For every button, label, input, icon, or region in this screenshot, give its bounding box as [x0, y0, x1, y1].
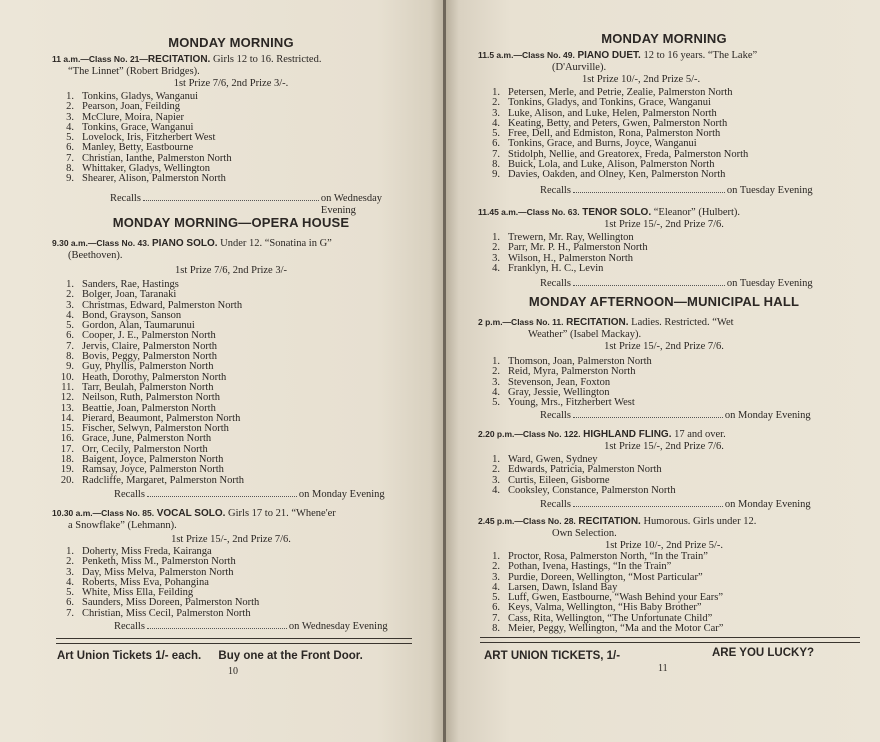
entry-number: 15.	[60, 423, 74, 435]
class-details-cont: (D'Aurville).	[552, 62, 607, 73]
entry-text: Franklyn, H. C., Levin	[508, 262, 604, 274]
recalls-dots	[573, 498, 723, 507]
entry-text: Grace, June, Palmerston North	[82, 433, 212, 445]
class-63-block	[478, 206, 850, 274]
entrant-list	[478, 233, 850, 274]
recalls-dots	[573, 277, 725, 286]
section-heading: MONDAY MORNING	[168, 35, 294, 50]
entry-number: 1.	[492, 87, 500, 98]
recalls-when: on Tuesday Evening	[726, 185, 813, 196]
class-time-number: 9.30 a.m.—Class No. 43.	[52, 238, 150, 248]
entry-text: Pothan, Ivena, Hastings, “In the Train”	[508, 561, 672, 573]
class-header	[52, 237, 410, 262]
recalls-label: Recalls	[110, 193, 141, 204]
entry-number: 1.	[66, 91, 74, 102]
recalls-line	[540, 409, 850, 422]
entry-text: Guy, Phyllis, Palmerston North	[82, 361, 214, 373]
entry-text: Free, Dell, and Edmiston, Rona, Palmerston North	[508, 128, 721, 140]
class-title: PIANO SOLO.	[151, 238, 218, 249]
recalls-when: on Monday Evening	[724, 410, 811, 421]
recalls-dots	[143, 192, 319, 201]
recalls-label: Recalls	[540, 185, 571, 196]
entry-text: Bolger, Joan, Taranaki	[82, 289, 177, 301]
entry-text: Baigent, Joyce, Palmerston North	[82, 454, 224, 466]
footer-right-text-a: ART UNION TICKETS, 1/-	[484, 650, 621, 662]
class-details-cont: Weather” (Isabel Mackay).	[528, 329, 642, 340]
entry-number: 2.	[66, 101, 74, 113]
entry-text: Christian, Miss Cecil, Palmerston North	[82, 607, 251, 619]
recalls-label: Recalls	[540, 410, 571, 421]
entry-number: 2.	[66, 289, 74, 301]
entry-number: 10.	[60, 371, 74, 383]
entry-text: Buick, Lola, and Luke, Alison, Palmerston North	[508, 159, 715, 171]
class-header	[478, 515, 850, 540]
entry-text: Doherty, Miss Freda, Kairanga	[82, 546, 212, 557]
entry-text: Bond, Grayson, Sanson	[82, 309, 182, 321]
entry-number: 1.	[492, 356, 500, 367]
entry-number: 3.	[492, 107, 500, 119]
entrant-list	[52, 547, 410, 619]
recalls-line	[114, 488, 410, 501]
entry-text: White, Miss Ella, Feilding	[82, 587, 194, 599]
class-header	[478, 316, 850, 341]
entry-number: 5.	[66, 320, 74, 332]
entry-number: 3.	[492, 474, 500, 486]
entry-number: 5.	[492, 592, 500, 604]
recalls-label: Recalls	[540, 499, 571, 510]
class-title: RECITATION.	[578, 516, 641, 527]
entrant-list	[52, 280, 410, 486]
entry-number: 4.	[66, 309, 74, 321]
entry-text: Pearson, Joan, Feilding	[82, 101, 180, 113]
entry-number: 2.	[492, 366, 500, 378]
section-heading: MONDAY MORNING	[601, 31, 727, 46]
class-details: 17 and over.	[671, 429, 726, 440]
entry-text: Cooper, J. E., Palmerston North	[82, 330, 216, 342]
entry-text: Pierard, Beaumont, Palmerston North	[82, 412, 241, 424]
entry-number: 5.	[492, 397, 500, 409]
entry-number: 7.	[66, 340, 74, 352]
recalls-when: on Monday Evening	[724, 499, 811, 510]
recalls-label: Recalls	[114, 621, 145, 632]
list-item	[478, 624, 850, 634]
class-details-cont: “The Linnet” (Robert Bridges).	[68, 66, 200, 77]
class-time-number: 2.45 p.m.—Class No. 28.	[478, 516, 576, 526]
entry-number: 11.	[61, 381, 74, 393]
entry-number: 4.	[492, 581, 500, 593]
entry-text: Christian, Ianthe, Palmerston North	[82, 152, 232, 164]
list-item	[52, 609, 410, 619]
entry-number: 2.	[492, 464, 500, 476]
class-time-number: 2 p.m.—Class No. 11.	[478, 317, 564, 327]
class-time-number: 11 a.m.—Class No. 21—	[52, 54, 148, 64]
entry-text: Purdie, Doreen, Wellington, “Most Particular”	[508, 571, 703, 583]
entry-number: 18.	[60, 454, 74, 466]
recalls-line	[540, 498, 850, 511]
recalls-when: on Wednesday Evening	[320, 193, 382, 216]
entry-number: 6.	[66, 597, 74, 609]
recalls-dots	[147, 488, 297, 497]
recalls-dots	[573, 409, 723, 418]
entry-number: 9.	[66, 361, 74, 373]
recalls-line	[114, 620, 410, 633]
class-header	[52, 507, 410, 532]
entry-number: 19.	[60, 464, 74, 476]
entry-text: Luff, Gwen, Eastbourne, “Wash Behind your Ears”	[508, 592, 724, 604]
entry-text: Gray, Jessie, Wellington	[508, 386, 610, 398]
recalls-label: Recalls	[114, 489, 145, 500]
entry-text: Larsen, Dawn, Island Bay	[508, 581, 618, 593]
entry-number: 2.	[492, 97, 500, 109]
entry-text: Fischer, Selwyn, Palmerston North	[82, 423, 229, 435]
recalls-dots	[147, 620, 287, 629]
entry-number: 16.	[60, 433, 74, 445]
recalls-when: on Wednesday Evening	[288, 621, 388, 632]
recalls-line	[540, 277, 850, 290]
entry-text: Meier, Peggy, Wellington, “Ma and the Motor Car”	[508, 623, 724, 635]
entry-text: Neilson, Ruth, Palmerston North	[82, 392, 220, 404]
entry-number: 6.	[492, 138, 500, 150]
entry-number: 4.	[492, 262, 500, 274]
entry-text: Tarr, Beulah, Palmerston North	[82, 381, 214, 393]
footer-left-text	[57, 650, 363, 662]
entry-text: Davies, Oakden, and Olney, Ken, Palmerston North	[508, 169, 726, 181]
entry-number: 7.	[66, 152, 74, 164]
list-item	[52, 174, 410, 184]
entry-text: Cass, Rita, Wellington, “The Unfortunate Child”	[508, 612, 713, 624]
entry-number: 13.	[60, 402, 74, 414]
class-header	[478, 49, 850, 74]
prize-line: 1st Prize 10/-, 2nd Prize 5/-.	[604, 540, 724, 551]
class-details: Girls 17 to 21. “Whene'er	[225, 508, 336, 519]
entry-text: Wilson, H., Palmerston North	[508, 252, 633, 264]
recalls-dots	[573, 184, 725, 193]
entry-text: Luke, Alison, and Luke, Helen, Palmerston North	[508, 107, 717, 119]
entrant-list	[478, 357, 850, 408]
entry-number: 8.	[66, 351, 74, 363]
entry-number: 12.	[60, 392, 74, 404]
class-time-number: 2.20 p.m.—Class No. 122.	[478, 429, 581, 439]
entry-text: Penketh, Miss M., Palmerston North	[82, 556, 236, 568]
entry-text: Keating, Betty, and Peters, Gwen, Palmerston North	[508, 117, 728, 129]
recalls-when: on Monday Evening	[298, 489, 385, 500]
class-time-number: 11.5 a.m.—Class No. 49.	[478, 50, 575, 60]
class-details-cont: (Beethoven).	[68, 250, 123, 261]
entry-number: 1.	[492, 551, 500, 562]
entry-text: Keys, Valma, Wellington, “His Baby Brother”	[508, 602, 702, 614]
page-number: 10	[228, 666, 238, 677]
entry-text: Saunders, Miss Doreen, Palmerston North	[82, 597, 260, 609]
entry-text: Thomson, Joan, Palmerston North	[508, 356, 652, 367]
entry-number: 7.	[66, 607, 74, 619]
class-11-block	[478, 316, 850, 408]
footer-right-text-b: ARE YOU LUCKY?	[712, 647, 815, 659]
entry-text: McClure, Moira, Napier	[82, 111, 185, 123]
entry-text: Roberts, Miss Eva, Pohangina	[82, 576, 209, 588]
class-28-block	[478, 515, 850, 634]
entry-text: Ramsay, Joyce, Palmerston North	[82, 464, 224, 476]
entry-number: 4.	[66, 121, 74, 133]
class-title: VOCAL SOLO.	[156, 508, 226, 519]
entrant-list	[52, 92, 410, 185]
entry-number: 2.	[492, 561, 500, 573]
prize-line: 1st Prize 7/6, 2nd Prize 3/-	[175, 265, 287, 276]
right-page	[446, 0, 880, 742]
list-item	[478, 398, 850, 408]
entry-text: Stidolph, Nellie, and Greatorex, Freda, Palmerston North	[508, 148, 749, 160]
entry-number: 3.	[492, 376, 500, 388]
entry-number: 20.	[60, 474, 74, 486]
entrant-list	[478, 552, 850, 634]
entry-text: Sanders, Rae, Hastings	[82, 279, 179, 290]
entry-number: 1.	[66, 279, 74, 290]
entry-number: 2.	[66, 556, 74, 568]
entry-number: 14.	[60, 412, 74, 424]
entry-text: Edwards, Patricia, Palmerston North	[508, 464, 662, 476]
entry-number: 4.	[492, 484, 500, 496]
class-details: Ladies. Restricted. “Wet	[628, 317, 734, 328]
prize-line: 1st Prize 7/6, 2nd Prize 3/-.	[173, 78, 289, 89]
entry-text: Tonkins, Gladys, Wanganui	[82, 91, 199, 102]
footer-text-b: Buy one at the Front Door.	[218, 650, 363, 662]
entry-number: 5.	[66, 132, 74, 144]
entry-number: 9.	[492, 169, 500, 181]
entry-number: 5.	[66, 587, 74, 599]
page-number: 11	[658, 663, 668, 674]
class-details: Girls 12 to 16. Restricted.	[210, 54, 322, 65]
entry-number: 17.	[60, 443, 74, 455]
prize-line: 1st Prize 10/-, 2nd Prize 5/-.	[582, 74, 701, 85]
entry-text: Reid, Myra, Palmerston North	[508, 366, 636, 378]
footer-rule	[56, 638, 412, 644]
entry-text: Parr, Mr. P. H., Palmerston North	[508, 242, 648, 254]
entry-text: Heath, Dorothy, Palmerston North	[82, 371, 227, 383]
class-title: RECITATION.	[566, 317, 629, 328]
class-details: 12 to 16 years. “The Lake”	[640, 50, 758, 61]
prize-line: 1st Prize 15/-, 2nd Prize 7/6.	[604, 341, 724, 352]
entrant-list	[478, 88, 850, 181]
entry-number: 2.	[492, 242, 500, 254]
entry-number: 4.	[66, 576, 74, 588]
entry-number: 3.	[492, 571, 500, 583]
prize-line: 1st Prize 15/-, 2nd Prize 7/6.	[171, 534, 291, 545]
class-title: HIGHLAND FLING.	[583, 429, 672, 440]
entry-text: Cooksley, Constance, Palmerston North	[508, 484, 676, 496]
entry-text: Gordon, Alan, Taumarunui	[82, 320, 195, 332]
entry-number: 1.	[66, 546, 74, 557]
entry-text: Radcliffe, Margaret, Palmerston North	[82, 474, 245, 486]
class-title: RECITATION.	[147, 54, 211, 65]
prize-line: 1st Prize 15/-, 2nd Prize 7/6.	[604, 441, 724, 452]
entry-text: Shearer, Alison, Palmerston North	[82, 173, 226, 185]
recalls-label: Recalls	[540, 278, 571, 289]
entry-text: Tonkins, Grace, and Burns, Joyce, Wanganui	[508, 138, 697, 150]
entry-number: 6.	[66, 330, 74, 342]
class-122-block	[478, 428, 850, 496]
recalls-line	[110, 192, 410, 217]
entry-number: 7.	[492, 148, 500, 160]
entry-text: Curtis, Eileen, Gisborne	[508, 474, 610, 486]
entry-text: Whittaker, Gladys, Wellington	[82, 163, 211, 175]
entry-number: 5.	[492, 128, 500, 140]
entry-text: Jervis, Claire, Palmerston North	[82, 340, 218, 352]
recalls-when: on Tuesday Evening	[726, 278, 813, 289]
footer-text-a: Art Union Tickets 1/- each.	[57, 650, 202, 662]
entry-number: 7.	[492, 612, 500, 624]
entry-number: 1.	[492, 232, 500, 243]
class-header	[478, 206, 850, 219]
class-details: “Eleanor” (Hulbert).	[651, 207, 741, 218]
entry-number: 4.	[492, 117, 500, 129]
entry-number: 3.	[66, 566, 74, 578]
entry-number: 3.	[492, 252, 500, 264]
entry-text: Christmas, Edward, Palmerston North	[82, 299, 243, 311]
entrant-list	[478, 455, 850, 496]
class-21-block	[52, 53, 410, 185]
entry-text: Lovelock, Iris, Fitzherbert West	[82, 132, 216, 144]
entry-number: 1.	[492, 454, 500, 465]
entry-text: Trewern, Mr. Ray, Wellington	[508, 232, 634, 243]
class-details-cont: a Snowflake” (Lehmann).	[68, 520, 177, 531]
class-details-cont: Own Selection.	[552, 528, 617, 539]
class-title: TENOR SOLO.	[582, 207, 652, 218]
class-time-number: 11.45 a.m.—Class No. 63.	[478, 207, 580, 217]
entry-text: Stevenson, Jean, Foxton	[508, 376, 611, 388]
entry-number: 9.	[66, 173, 74, 185]
entry-text: Manley, Betty, Eastbourne	[82, 142, 194, 154]
section-heading: MONDAY MORNING—OPERA HOUSE	[112, 215, 350, 230]
entry-text: Day, Miss Melva, Palmerston North	[82, 566, 234, 578]
class-details: Humorous. Girls under 12.	[640, 516, 757, 527]
section-heading: MONDAY AFTERNOON—MUNICIPAL HALL	[528, 294, 800, 309]
recalls-line	[540, 184, 850, 197]
entry-number: 3.	[66, 111, 74, 123]
entry-text: Proctor, Rosa, Palmerston North, “In the Train”	[508, 551, 708, 562]
entry-number: 3.	[66, 299, 74, 311]
list-item	[52, 476, 410, 486]
prize-line: 1st Prize 15/-, 2nd Prize 7/6.	[604, 219, 724, 230]
entry-text: Tonkins, Grace, Wanganui	[82, 121, 194, 133]
list-item	[478, 264, 850, 274]
entry-number: 4.	[492, 386, 500, 398]
class-details: Under 12. “Sonatina in G”	[217, 238, 332, 249]
class-header	[478, 428, 850, 441]
entry-text: Beattie, Joan, Palmerston North	[82, 402, 216, 414]
entry-number: 8.	[66, 163, 74, 175]
class-time-number: 10.30 a.m.—Class No. 85.	[52, 508, 155, 518]
class-header	[52, 53, 410, 78]
entry-number: 6.	[66, 142, 74, 154]
list-item	[478, 170, 850, 180]
entry-text: Orr, Cecily, Palmerston North	[82, 443, 208, 455]
entry-text: Petersen, Merle, and Petrie, Zealie, Palmerston North	[508, 87, 733, 98]
footer-rule	[480, 637, 860, 643]
class-43-block	[52, 237, 410, 486]
entry-number: 8.	[492, 159, 500, 171]
class-title: PIANO DUET.	[577, 50, 641, 61]
entry-text: Tonkins, Gladys, and Tonkins, Grace, Wanganui	[508, 97, 711, 109]
entry-number: 6.	[492, 602, 500, 614]
entry-text: Ward, Gwen, Sydney	[508, 454, 598, 465]
list-item	[478, 486, 850, 496]
class-49-block	[478, 49, 850, 181]
class-85-block	[52, 507, 410, 619]
entry-number: 8.	[492, 623, 500, 635]
entry-text: Young, Mrs., Fitzherbert West	[508, 397, 635, 409]
entry-text: Bovis, Peggy, Palmerston North	[82, 351, 217, 363]
